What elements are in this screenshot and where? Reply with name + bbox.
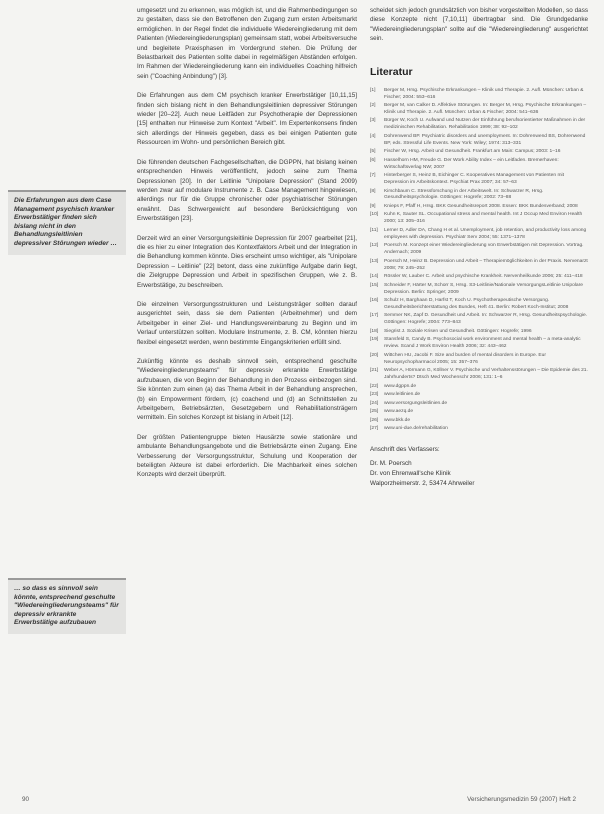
reference-item (370, 243, 588, 257)
paragraph: Die führenden deutschen Fachgesellschaften, die DGPPN, hat bislang keinen entsprechenden Hinweis veröffentlicht, jedoch seine zum Thema Depressionen [20]. In der Leitlinie "Unipolare Depression" (Stand 2009) werden zwar auf modulare Instrumente z. B. Case Management hingewiesen, allerdings nur für die Gruppe chronischer oder psychiatrischer Störungen erwähnt. Das Schwergewicht auf besondere Berücksichtigung von Erwerbstätigen [23]. (137, 158, 357, 223)
reference-text: Fischer W, Hrsg. Arbeit und Gesundheit. Frankfurt am Main: Campus; 2003: 1–16 (384, 149, 561, 155)
reference-number: [20] (370, 352, 379, 358)
pull-quote-text: Die Erfahrungen aus dem Case Management psychisch kranker Erwerbstätiger finden sich bislang nicht in den Behandlungsleitlinien depressiver Störungen wieder … (14, 197, 117, 247)
reference-number: [27] (370, 426, 379, 432)
reference-text: www.uni-due.de/rehabilitation (384, 426, 448, 432)
reference-item (370, 134, 588, 148)
reference-number: [8] (370, 188, 376, 194)
author-address (370, 445, 588, 489)
reference-item (370, 274, 588, 281)
reference-number: [12] (370, 243, 379, 249)
reference-text: Berger M, Hrsg. Psychische Erkrankungen – Klinik und Therapie. 2. Aufl. München: Urban & Fischer; 2004: 553–616 (384, 87, 584, 100)
reference-text: Poersch M, Heinz B. Depression und Arbeit – Therapiemöglichkeiten in der Praxis. Nervenarzt 2008; 79: 245–252 (384, 258, 588, 271)
paragraph: Derzeit wird an einer Versorgungsleitlinie Depression für 2007 gearbeitet [21], die es hier zu einer Integration des Kontextfaktors Arbeit und der Integration in die Behandlung kommen könnte. Dies erscheint umso wichtiger, als "Unipolare Depression – Leitlinie" [22] betont, dass eine zukünftige Aufgabe darin liegt, die Zielgruppe Depression und Arbeit in spezifischen Gruppen, wie z. B. Erwerbstätige, zu beschreiben. (137, 234, 357, 289)
paragraph: scheidet sich jedoch grundsätzlich von bisher vorgestellten Modellen, so dass diese Konzepte nicht [7,10,11] übertragbar sind. Die Grundgedanke "Wiedereingliederungsplan" sollte auf die "Wiedereingliederung" ausgerichtet sein. (370, 7, 588, 43)
reference-number: [19] (370, 337, 379, 343)
address-line: Dr. von Ehrenwall'sche Klinik (370, 469, 451, 477)
paragraph: Der größten Patientengruppe bieten Hausärzte sowie stationäre und ambulante Behandlungsangebote und die Betriebsärzte einen Zugang. Eine Verbesserung der Versorgungsstruktur, Schulung und Kooperation der beteiligten Akteure ist dabei erforderlich. Die Machbarkeit eines solchen Konzepts wird derzeit überprüft. (137, 433, 357, 479)
reference-number: [2] (370, 103, 376, 109)
reference-item (370, 401, 588, 408)
reference-text: Poersch M. Konzept einer Wiedereingliederung von Erwerbstätigen mit Depression. Vortrag. Andernach; 2009 (384, 243, 584, 256)
paragraph: Die einzelnen Versorgungsstrukturen und Leistungsträger sollten darauf ausgerichtet sein, dass sie dem Patienten (Arbeitnehmer) und dem Arbeitgeber in einer Ziel- und Handlungsvereinbarung zu Beginn und im Verlauf unterstützen sollten. Modulare Instrumente, z. B. CM, könnten hierzu flexibel eingesetzt werden, wenn bestimmte Eingangskriterien erfüllt sind. (137, 300, 357, 346)
page-number: 90 (22, 796, 30, 803)
reference-number: [15] (370, 282, 379, 288)
reference-text: www.leitlinien.de (384, 392, 421, 398)
reference-text: Hasselhorn HM, Freude G. Der Work Ability Index – ein Leitfaden. Bremerhaven: Wirtschaftsverlag NW; 2007 (384, 157, 559, 170)
pull-quote-text: … so dass es sinnvoll sein könnte, entsprechend geschulte "Wiedereingliederungsteams" für depressiv erkrankte Erwerbstätige aufzubauen (14, 585, 119, 627)
reference-text: Berger M, van Calker D. Affektive Störungen. In: Berger M, Hrsg. Psychische Erkrankungen – Klinik und Therapie. 2. Aufl. München: Urban & Fischer; 2004: 541–636 (384, 103, 587, 115)
reference-number: [3] (370, 118, 376, 124)
reference-text: Weber A, Hörmann G, Köllner V. Psychische und Verhaltensstörungen – Die Epidemie des 21. Jahrhunderts? Dtsch Med Wochenschr 2006; 131: 1–6 (384, 368, 588, 381)
address-line: Dr. M. Poersch (370, 459, 412, 467)
reference-list (370, 88, 588, 433)
reference-item (370, 212, 588, 226)
reference-text: Bürger W, Koch U. Aufwand und Nutzen der Einführung berufsorientierter Maßnahmen in der medizinischen Rehabilitation. Rehabilitation 1999; 38: 92–102 (384, 118, 586, 131)
reference-number: [1] (370, 87, 376, 93)
reference-item (370, 384, 588, 391)
reference-number: [9] (370, 203, 376, 209)
reference-text: Rössler W, Lauber C. Arbeit und psychische Krankheit. Nervenheilkunde 2006; 25: 411–418 (384, 274, 583, 280)
reference-item (370, 189, 588, 203)
reference-number: [10] (370, 212, 379, 218)
reference-item (370, 149, 588, 156)
reference-item (370, 88, 588, 102)
reference-item (370, 313, 588, 327)
reference-text: Hinterberger S, Heinz B, Eichinger C. Kooperatives Management von Patienten mit Depression im Arbeitskontext. Psychiat Prax 2007; 34: 57–63 (384, 173, 564, 186)
reference-number: [4] (370, 133, 376, 139)
reference-item (370, 426, 588, 433)
journal-citation: Versicherungsmedizin 59 (2007) Heft 2 (467, 796, 576, 803)
paragraph: umgesetzt und zu erkennen, was möglich ist, und die Rahmenbedingungen so zu gestalten, dass sie den Betroffenen den Zugang zum ersten Arbeitsmarkt ermöglichen. In der Regel findet die individuelle Wiedereingliederung mit dem Patienten (Wiedereingliederungsplan) gemeinsam statt, wobei Arbeitsversuche und begleitete Praxisphasen im Vordergrund stehen. Die Prüfung der Belastbarkeit des Patienten sollte dabei in regelmäßigen Abständen erfolgen. Im Rahmen der Wiedereingliederung kann ein individuelles Coaching hilfreich sein ("Coaching Anbindung") [3]. (137, 7, 357, 80)
reference-text: Schulz H, Barghaan D, Harfst T, Koch U. Psychotherapeutische Versorgung. Gesundheitsberichterstattung des Bundes, Heft 41. Berlin: Robert Koch-Institut; 2008 (384, 298, 569, 310)
reference-number: [16] (370, 298, 379, 303)
reference-text: Kuhn K, Sauter SL. Occupational stress and mental health. Int J Occup Med Environ Health 2000; 13: 305–316 (384, 212, 583, 225)
reference-text: Schneider F, Härter M, Schorr S, Hrsg. S3-Leitlinie/Nationale VersorgungsLeitlinie Unipolare Depression. Berlin: Springer; 2009 (384, 282, 583, 295)
reference-number: [11] (370, 227, 378, 233)
paragraph: Zukünftig könnte es deshalb sinnvoll sein, entsprechend geschulte "Wiedereingliederungsteams" für depressiv erkrankte Erwerbstätige aufzubauen, die von Beginn der Behandlung in den Prozess einbezogen sind. Sie könnten zum einen (a) das Thema Arbeit in der Behandlung ansprechen, (b) ein Empowerment fördern, (c) coachend und (d) an Schnittstellen zu Arbeitgebern, Betriebsärzten, Gesetzgebern und Rehabilitationsträgern vermitteln. Ein solches Konzept ist bislang in Arbeit [12]. (137, 358, 357, 422)
reference-item (370, 409, 588, 416)
reference-text: Lerner D, Adler DA, Chang H et al. Unemployment, job retention, and productivity loss among employees with depression. Psychiatr Serv 2004; 55: 1371–1378 (384, 227, 587, 240)
reference-item (370, 283, 588, 297)
reference-text: Siegrist J. Soziale Krisen und Gesundheit. Göttingen: Hogrefe; 1996 (384, 328, 532, 334)
reference-item (370, 204, 588, 211)
reference-number: [23] (370, 392, 379, 398)
reference-number: [24] (370, 400, 379, 406)
reference-text: Dohrenwend BP. Psychiatric disorders and unemployment. In: Dohrenwend BS, Dohrenwend BP, eds. Stressful Life Events. New York: Wiley; 1974: 313–331 (384, 133, 586, 146)
address-line: Walporzheimerstr. 2, 53474 Ahrweiler (370, 479, 475, 487)
reference-item (370, 418, 588, 425)
body-column-right (370, 6, 588, 489)
reference-number: [21] (370, 368, 379, 374)
reference-text: www.dgppn.de (384, 383, 417, 389)
references-heading: Literatur (370, 65, 413, 78)
paragraph: Die Erfahrungen aus dem CM psychisch kranker Erwerbstätiger [10,11,15] finden sich bislang nicht in den Behandlungsleitlinien depressiver Störungen wieder [20–22]. Auch neue Leitfäden zur Psychotherapie der Depressionen [15] enthalten nur Hinweise zum Kontext "Arbeit". Im Expertenkonsens finden sich allerdings der Hinweis gegeben, dass es bei einigen Patienten gute Ressourcen im Wohn- und persönlichen Bereich gibt. (137, 92, 357, 147)
reference-item (370, 259, 588, 273)
reference-item (370, 337, 588, 351)
reference-text: www.aezq.de (384, 409, 414, 415)
pull-quote-2 (8, 578, 126, 634)
reference-item (370, 298, 588, 312)
reference-text: www.versorgungsleitlinien.de (384, 400, 448, 406)
reference-number: [5] (370, 149, 376, 155)
reference-item (370, 118, 588, 132)
reference-number: [22] (370, 383, 379, 389)
reference-item (370, 173, 588, 187)
reference-item (370, 368, 588, 382)
reference-number: [14] (370, 274, 379, 280)
reference-text: Kirschbaum C. Stressforschung in der Arbeitswelt. In: Schwarzer R, Hrsg. Gesundheitspsychologie. Göttingen: Hogrefe; 2002: 73–88 (384, 188, 544, 201)
address-heading: Anschrift des Verfassers: (370, 445, 440, 453)
reference-number: [13] (370, 258, 379, 264)
reference-text: Wittchen HU, Jacobi F. Size and burden of mental disorders in Europe. Eur Neuropsychopharmacol 2005; 15: 357–376 (384, 352, 547, 365)
reference-item (370, 329, 588, 336)
reference-number: [6] (370, 157, 376, 163)
reference-number: [18] (370, 328, 379, 334)
reference-item (370, 353, 588, 367)
reference-item (370, 158, 588, 172)
reference-text: Knieps F, Pfaff H, Hrsg. BKK Gesundheitsreport 2008. Essen: BKK Bundesverband; 2008 (384, 203, 578, 209)
reference-number: [17] (370, 313, 379, 319)
reference-text: Stansfeld S, Candy B. Psychosocial work environment and mental health – a meta-analytic review. Scand J Work Environ Health 2006; 32: 443–462 (384, 337, 581, 350)
reference-number: [25] (370, 409, 379, 415)
reference-text: www.bkk.de (384, 417, 411, 423)
body-column-middle (137, 6, 357, 490)
reference-item (370, 392, 588, 399)
reference-number: [7] (370, 173, 376, 179)
pull-quote-1 (8, 190, 126, 255)
reference-item (370, 103, 588, 117)
reference-text: Semmer NK, Zapf D. Gesundheit und Arbeit. In: Schwarzer R, Hrsg. Gesundheitspsychologie. Göttingen: Hogrefe; 2004: 773–843 (384, 313, 588, 326)
reference-number: [26] (370, 417, 379, 423)
reference-item (370, 228, 588, 242)
